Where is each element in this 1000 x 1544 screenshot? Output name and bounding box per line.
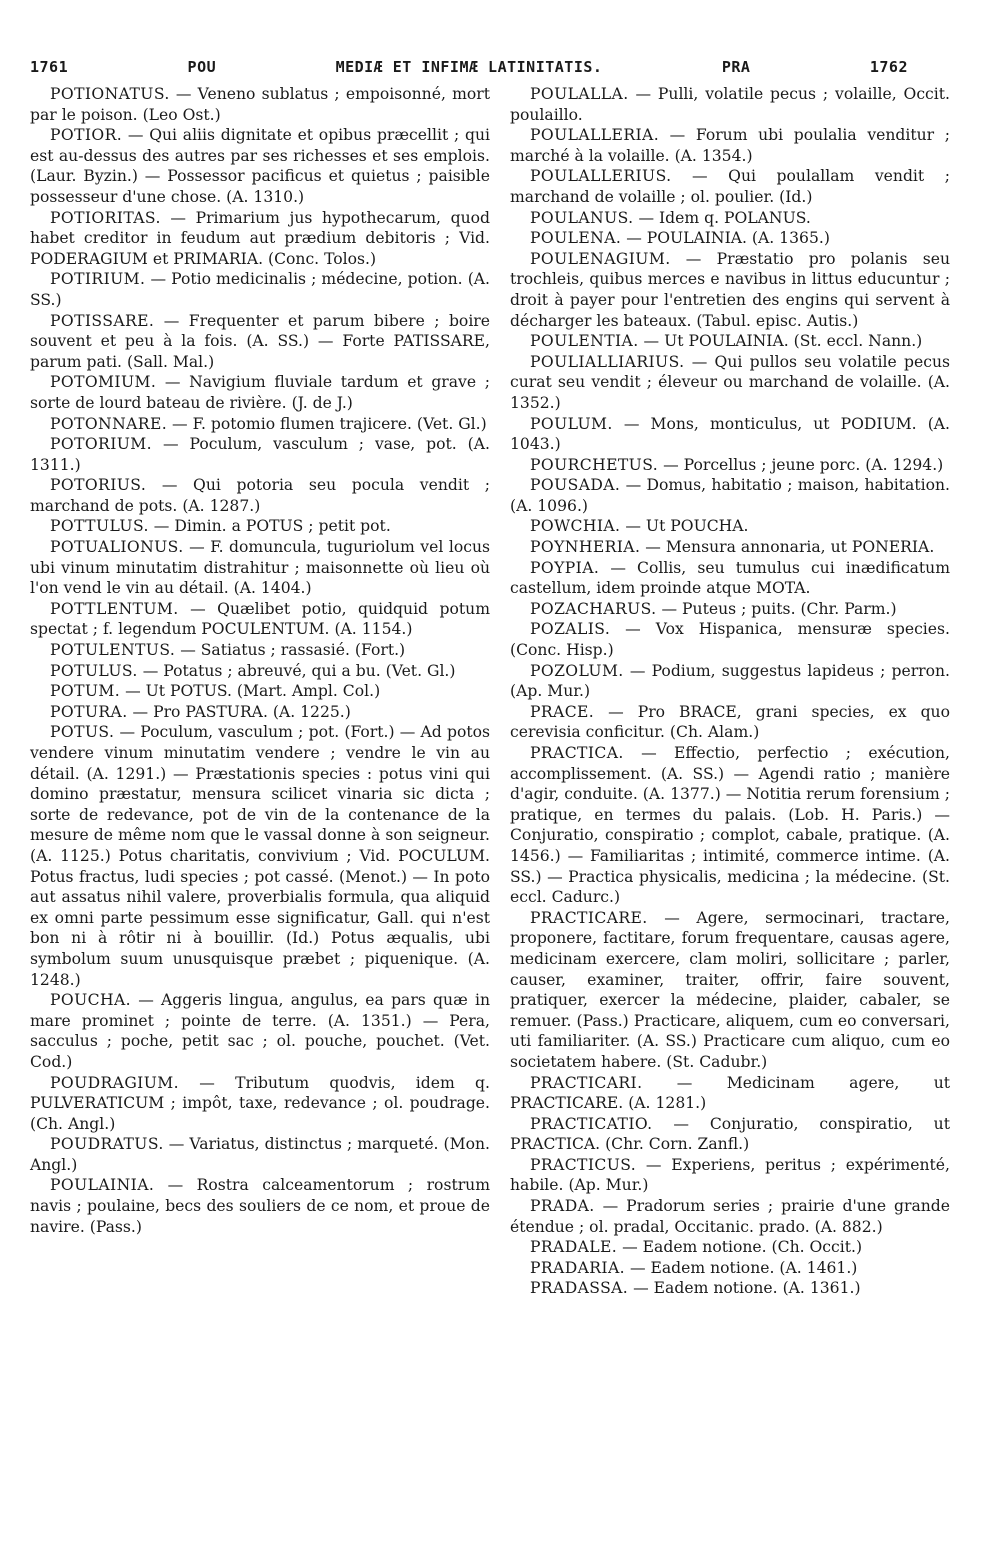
entry-definition: — Mons, monticulus, ut PODIUM. (A. 1043.) <box>510 414 950 454</box>
entry-definition: — Mensura annonaria, ut PONERIA. <box>640 538 935 557</box>
dictionary-entry <box>510 352 950 414</box>
entry-definition: — Pulli, volatile pecus ; volaille, Occit. poulaillo. <box>510 85 950 124</box>
entry-definition: — Eadem notione. (A. 1361.) <box>628 1279 861 1298</box>
entry-definition: — Experiens, peritus ; expérimenté, habile. (Ap. Mur.) <box>510 1155 950 1195</box>
entry-headword: POTTULUS. <box>50 517 149 536</box>
entry-definition: — Aggeris lingua, angulus, ea pars quæ in mare prominet ; pointe de terre. (A. 1351.) — Pera, sacculus ; poche, petit sac ; ol. pouche, pouchet. (Vet. Cod.) <box>30 991 490 1071</box>
entry-headword: POTUS. <box>50 723 115 742</box>
dictionary-entry <box>30 311 490 373</box>
dictionary-entry <box>30 125 490 207</box>
dictionary-entry <box>30 640 490 661</box>
dictionary-entry <box>510 331 950 352</box>
entry-definition: — Frequenter et parum bibere ; boire souvent et peu à la fois. (A. SS.) — Forte PATISSARE, parum pati. (Sall. Mal.) <box>30 311 490 371</box>
entry-definition: — Pro BRACE, grani species, ex quo cerevisia conficitur. (Ch. Alam.) <box>510 702 950 742</box>
entry-headword: POTOMIUM. <box>50 373 157 392</box>
entry-headword: POTORIUS. <box>50 476 147 495</box>
entry-headword: PRACTICA. <box>530 744 624 762</box>
entry-headword: POTIONATUS. <box>50 85 170 103</box>
entry-definition: — Effectio, perfectio ; exécution, accomplissement. (A. SS.) — Agendi ratio ; manière d'agir, conduite. (A. 1377.) — Notitia rerum forensium ; pratique, en termes du palais. (Lob. H. Paris.) — Conjuratio, conspiratio ; complot, cabale, pratique. (A. 1456.) — Familiaritas ; intimité, commerce intime. (A. SS.) — Practica physicalis, medicina ; la médecine. (St. eccl. Cadurc.) <box>510 744 950 907</box>
entry-headword: POULENTIA. <box>530 332 639 351</box>
running-title: MEDIÆ ET INFIMÆ LATINITATIS. <box>335 58 603 76</box>
entry-headword: PRACTICATIO. <box>530 1114 653 1133</box>
dictionary-entry <box>30 537 490 599</box>
entry-definition: — Medicinam agere, ut PRACTICARE. (A. 1281.) <box>510 1073 950 1113</box>
entry-definition: — Poculum, vasculum ; pot. (Fort.) — Ad potos vendere vinum minutatim vendere ; vendre le vin au détail. (A. 1291.) — Præstationis species : potus vini qui domino præstatur, mensura scilicet vinaria sic dicta ; sorte de redevance, pot de vin de la contenance de la mesure de même nom que le vassal donne à son seigneur. (A. 1125.) Potus charitatis, convivium ; Vid. POCULUM. Potus fractus, ludi species ; pot cassé. (Menot.) — In poto aut assatus nihil valere, proverbialis formula, qua aliquid ex omni parte pessimum esse significatur, Gall. qui n'est bon ni à rôtir ni à bouillir. (Id.) Potus æqualis, ubi symbolum suum unusquisque præbet ; piquenique. (A. 1248.) <box>30 723 490 989</box>
right-column <box>510 84 950 1299</box>
entry-headword: POTISSARE. <box>50 311 155 330</box>
entry-definition: — Ut POUCHA. <box>620 517 749 536</box>
right-catchword: PRA <box>721 58 751 76</box>
entry-definition: — POULAINIA. (A. 1365.) <box>621 229 830 248</box>
entry-headword: POTURA. <box>50 702 128 721</box>
entry-headword: POULENAGIUM. <box>530 249 671 268</box>
dictionary-entry <box>30 434 490 475</box>
entry-definition: — Ut POTUS. (Mart. Ampl. Col.) <box>120 682 381 701</box>
entry-headword: POULALLERIUS. <box>530 167 672 186</box>
entry-headword: POULENA. <box>530 229 622 248</box>
entry-headword: POTIRIUM. <box>50 270 146 289</box>
dictionary-entry <box>510 661 950 702</box>
dictionary-entry <box>510 702 950 743</box>
entry-definition: — F. domuncula, tuguriolum vel locus ubi vinum minutatim distrahitur ; maisonnette où lieu où l'on vend le vin au détail. (A. 1404.) <box>30 538 490 598</box>
dictionary-entry <box>510 166 950 207</box>
entry-definition: — Qui aliis dignitate et opibus præcellit ; qui est au-dessus des autres par ses richesses et ses emplois. (Laur. Byzin.) — Possessor pacificus et quietus ; paisible possesseur d'une chose. (A. 1310.) <box>30 126 490 206</box>
entry-definition: — Qui poulallam vendit ; marchand de volaille ; ol. poulier. (Id.) <box>510 167 950 206</box>
dictionary-entry <box>510 475 950 516</box>
entry-definition: — Tributum quodvis, idem q. PULVERATICUM ; impôt, taxe, redevance ; ol. poudrage. (Ch. Angl.) <box>30 1073 490 1133</box>
entry-headword: POYNHERIA. <box>530 538 641 557</box>
dictionary-entry <box>30 269 490 310</box>
entry-headword: POZACHARUS. <box>530 599 657 618</box>
entry-definition: — Porcellus ; jeune porc. (A. 1294.) <box>658 455 944 474</box>
entry-definition: — Pro PASTURA. (A. 1225.) <box>127 702 351 721</box>
dictionary-entry <box>510 1155 950 1196</box>
entry-headword: POUDRAGIUM. <box>50 1073 180 1092</box>
entry-definition: — Variatus, distinctus ; marqueté. (Mon. Angl.) <box>30 1135 490 1174</box>
entry-definition: — Eadem notione. (Ch. Occit.) <box>617 1238 863 1257</box>
dictionary-entry <box>510 414 950 455</box>
entry-headword: POTULENTUS. <box>50 641 176 660</box>
entry-definition: — Primarium jus hypothecarum, quod habet creditor in feudum aut prædium debitoris ; Vid. PODERAGIUM et PRIMARIA. (Conc. Tolos.) <box>30 208 490 268</box>
entry-headword: POTTLENTUM. <box>50 599 179 618</box>
dictionary-entry <box>30 1175 490 1237</box>
dictionary-entry <box>510 1114 950 1155</box>
dictionary-entry <box>30 208 490 270</box>
entry-headword: PRACE. <box>530 702 595 721</box>
dictionary-entry <box>510 455 950 476</box>
entry-headword: POTONNARE. <box>50 414 168 433</box>
right-page-number: 1762 <box>869 58 908 76</box>
entry-headword: PRACTICUS. <box>530 1155 637 1174</box>
dictionary-entry <box>30 475 490 516</box>
dictionary-entry <box>510 599 950 620</box>
entry-definition: — Veneno sublatus ; empoisonné, mort par le poison. (Leo Ost.) <box>30 85 490 124</box>
entry-headword: POULALLA. <box>530 85 629 103</box>
dictionary-entry <box>510 1073 950 1114</box>
left-catchword: POU <box>187 58 217 76</box>
entry-definition: — Satiatus ; rassasié. (Fort.) <box>175 641 406 660</box>
entry-headword: PRADARIA. <box>530 1258 625 1277</box>
dictionary-entry <box>30 661 490 682</box>
entry-headword: PRADALE. <box>530 1238 618 1257</box>
running-header <box>30 58 908 76</box>
dictionary-entry <box>510 1237 950 1258</box>
entry-definition: — Agere, sermocinari, tractare, proponere, factitare, forum frequentare, causas agere, medicinam exercere, clam moliri, sollicitare ; parler, causer, examiner, traiter, offrir, faire souvent, pratiquer, exercer la médecine, plaider, cabaler, se remuer. (Pass.) Practicare, aliquem, cum eo conversari, uti familiariter. (A. SS.) Practicare cum aliquo, cum eo societatem habere. (St. Cadubr.) <box>510 908 950 1071</box>
entry-definition: — Poculum, vasculum ; vase, pot. (A. 1311.) <box>30 435 490 474</box>
dictionary-entry <box>510 537 950 558</box>
dictionary-entry <box>510 208 950 229</box>
entry-headword: POTULUS. <box>50 661 138 680</box>
dictionary-entry <box>30 516 490 537</box>
entry-definition: — Domus, habitatio ; maison, habitation. (A. 1096.) <box>510 476 950 515</box>
entry-headword: POULALLERIA. <box>530 126 660 145</box>
entry-definition: — Eadem notione. (A. 1461.) <box>624 1258 858 1277</box>
entry-definition: — Vox Hispanica, mensuræ species. (Conc. Hisp.) <box>510 620 950 660</box>
entry-headword: POTORIUM. <box>50 435 153 454</box>
dictionary-entry <box>510 1258 950 1279</box>
dictionary-entry <box>510 619 950 660</box>
entry-headword: POYPIA. <box>530 558 600 577</box>
entry-headword: POURCHETUS. <box>530 455 659 474</box>
entry-headword: POTUALIONUS. <box>50 538 184 557</box>
entry-definition: — Quælibet potio, quidquid potum spectat ; f. legendum POCULENTUM. (A. 1154.) <box>30 599 490 639</box>
two-column-body <box>30 84 950 1299</box>
dictionary-entry <box>510 743 950 908</box>
entry-definition: — Navigium fluviale tardum et grave ; sorte de lourd bateau de rivière. (J. de J.) <box>30 373 490 412</box>
entry-definition: — Qui potoria seu pocula vendit ; marchand de pots. (A. 1287.) <box>30 476 490 515</box>
dictionary-entry <box>510 908 950 1073</box>
dictionary-entry <box>30 414 490 435</box>
dictionary-entry <box>510 1196 950 1237</box>
entry-definition: — Ut POULAINIA. (St. eccl. Nann.) <box>638 332 923 351</box>
entry-definition: — Collis, seu tumulus cui inædificatum castellum, idem proinde atque MOTA. <box>510 558 950 598</box>
entry-definition: — Dimin. a POTUS ; petit pot. <box>148 517 391 536</box>
entry-headword: POUDRATUS. <box>50 1135 164 1154</box>
entry-headword: PRACTICARE. <box>530 908 648 927</box>
dictionary-entry <box>30 722 490 990</box>
dictionary-entry <box>510 516 950 537</box>
entry-definition: — Forum ubi poulalia venditur ; marché à la volaille. (A. 1354.) <box>510 126 950 165</box>
entry-headword: PRACTICARI. <box>530 1073 643 1092</box>
entry-definition: — Præstatio pro polanis seu trochleis, quibus merces e navibus in littus educuntur ; droit à payer pour l'entretien des engins qui servent à décharger les bateaux. (Tabul. episc. Autis.) <box>510 249 950 330</box>
entry-headword: PRADA. <box>530 1197 595 1216</box>
entry-definition: — Potatus ; abreuvé, qui a bu. (Vet. Gl.) <box>137 661 456 680</box>
dictionary-entry <box>30 702 490 723</box>
entry-definition: — Conjuratio, conspiratio, ut PRACTICA. (Chr. Corn. Zanfl.) <box>510 1114 950 1154</box>
dictionary-entry <box>30 1134 490 1175</box>
entry-definition: — Puteus ; puits. (Chr. Parm.) <box>656 599 897 618</box>
entry-definition: — Potio medicinalis ; médecine, potion. (A. SS.) <box>30 270 490 309</box>
entry-definition: — Podium, suggestus lapideus ; perron. (Ap. Mur.) <box>510 661 950 701</box>
entry-headword: POTIOR. <box>50 126 123 145</box>
entry-headword: POUSADA. <box>530 476 621 495</box>
entry-headword: POZALIS. <box>530 620 611 639</box>
entry-definition: — Pradorum series ; prairie d'une grande étendue ; ol. pradal, Occitanic. prado. (A. 882.) <box>510 1197 950 1236</box>
dictionary-entry <box>510 228 950 249</box>
entry-headword: POULAINIA. <box>50 1176 155 1195</box>
entry-headword: POULIALLIARIUS. <box>530 352 685 371</box>
entry-definition: — Rostra calceamentorum ; rostrum navis ; poulaine, becs des souliers de ce nom, et proue de navire. (Pass.) <box>30 1176 490 1236</box>
entry-headword: POULUM. <box>530 414 613 433</box>
dictionary-entry <box>510 1278 950 1299</box>
dictionary-entry <box>30 1073 490 1135</box>
entry-headword: POULANUS. <box>530 208 634 227</box>
dictionary-entry <box>30 681 490 702</box>
entry-headword: POZOLUM. <box>530 661 624 680</box>
entry-definition: — Idem q. POLANUS. <box>633 208 811 227</box>
dictionary-entry <box>30 84 490 125</box>
dictionary-entry <box>30 990 490 1072</box>
dictionary-entry <box>510 249 950 331</box>
entry-headword: POTUM. <box>50 682 121 701</box>
dictionary-entry <box>30 372 490 413</box>
dictionary-entry <box>510 84 950 125</box>
left-page-number: 1761 <box>30 58 69 76</box>
left-column <box>30 84 490 1299</box>
entry-headword: PRADASSA. <box>530 1279 629 1298</box>
entry-definition: — Qui pullos seu volatile pecus curat seu vendit ; éleveur ou marchand de volaille. (A. 1352.) <box>510 352 950 412</box>
dictionary-entry <box>30 599 490 640</box>
entry-headword: POTIORITAS. <box>50 208 161 227</box>
entry-headword: POUCHA. <box>50 991 131 1010</box>
dictionary-entry <box>510 125 950 166</box>
dictionary-entry <box>510 558 950 599</box>
entry-definition: — F. potomio flumen trajicere. (Vet. Gl.) <box>167 414 487 433</box>
entry-headword: POWCHIA. <box>530 517 621 536</box>
